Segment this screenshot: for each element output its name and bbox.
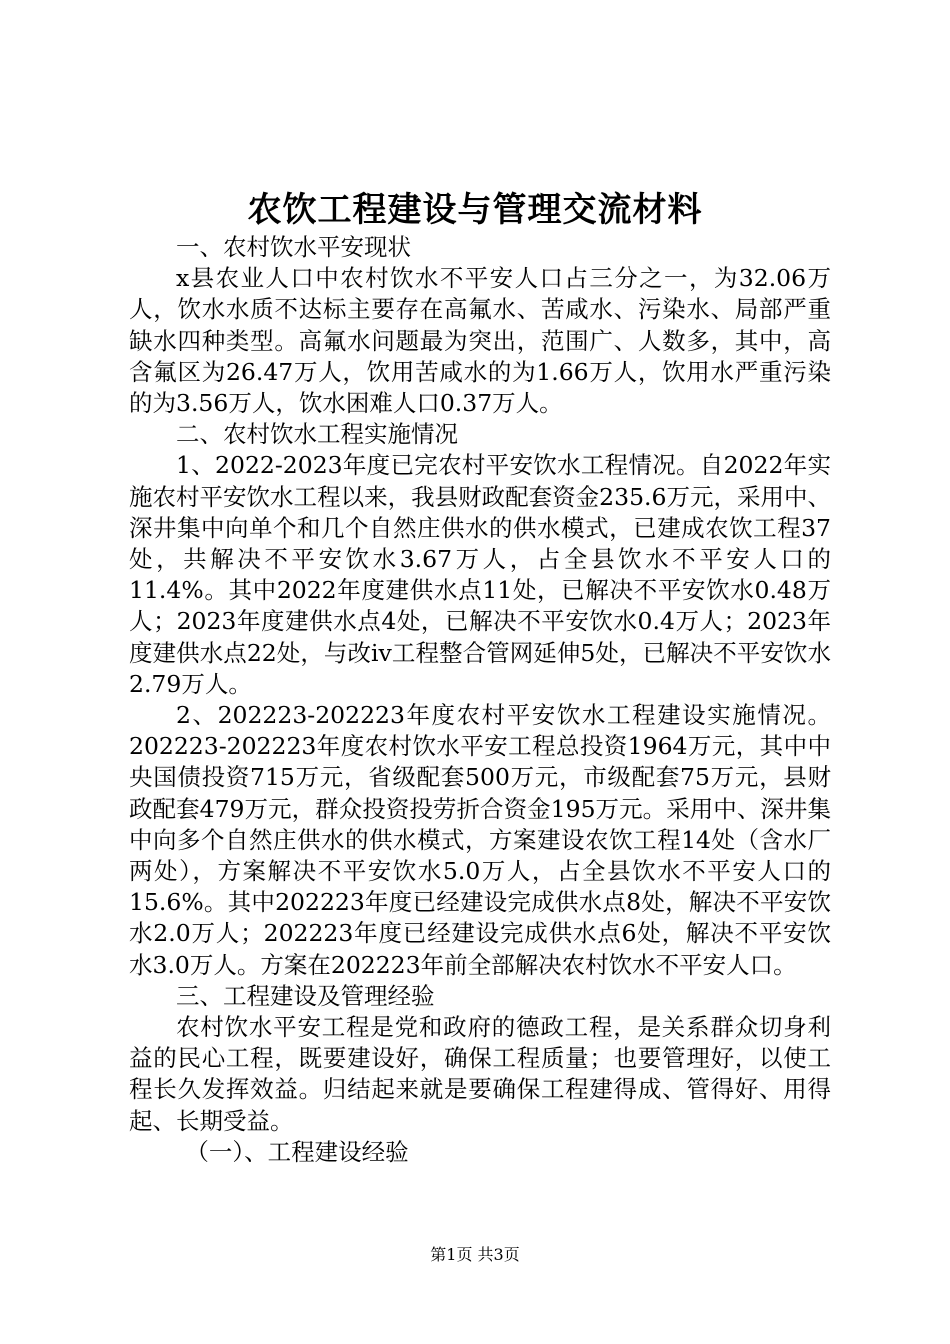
page-number-footer: 第1页 共3页 [430,1245,520,1264]
subsection-heading: （一）、工程建设经验 [185,1137,409,1166]
body-paragraph: 1、2022-2023年度已完农村平安饮水工程情况。自2022年实施农村平安饮水工程以来，我县财政配套资金235.6万元，采用中、深井集中向单个和几个自然庄供水的供水模式，已建成农饮工程37处，共解决不平安饮水3.67万人，占全县饮水不平安人口的11.4%。其中2022年度建供水点11处，已解决不平安饮水0.48万人；2023年度建供水点4处，已解决不平安饮水0.4万人；2023年度建供水点22处，与改iv工程整合管网延伸5处，已解决不平安饮水2.79万人。 [129,451,831,698]
section-heading: 三、工程建设及管理经验 [176,981,435,1010]
section-heading: 一、农村饮水平安现状 [176,233,411,261]
section-heading: 二、农村饮水工程实施情况 [176,420,458,449]
document-body [129,232,831,1168]
body-paragraph: x县农业人口中农村饮水不平安人口占三分之一，为32.06万人，饮水水质不达标主要存在高氟水、苦咸水、污染水、局部严重缺水四种类型。高氟水问题最为突出，范围广、人数多，其中，高含氟区为26.47万人，饮用苦咸水的为1.66万人，饮用水严重污染的为3.56万人，饮水困难人口0.37万人。 [129,264,831,418]
document-title: 农饮工程建设与管理交流材料 [247,190,703,230]
body-paragraph: 农村饮水平安工程是党和政府的德政工程，是关系群众切身利益的民心工程，既要建设好，确保工程质量；也要管理好，以使工程长久发挥效益。归结起来就是要确保工程建得成、管得好、用得起、长期受益。 [129,1013,831,1135]
body-paragraph: 2、202223-202223年度农村平安饮水工程建设实施情况。202223-202223年度农村饮水平安工程总投资1964万元，其中中央国债投资715万元，省级配套500万元，市级配套75万元，县财政配套479万元，群众投资投劳折合资金195万元。采用中、深井集中向多个自然庄供水的供水模式，方案建设农饮工程14处（含水厂两处），方案解决不平安饮水5.0万人，占全县饮水不平安人口的15.6%。其中202223年度已经建设完成供水点8处，解决不平安饮水2.0万人；202223年度已经建设完成供水点6处，解决不平安饮水3.0万人。方案在202223年前全部解决农村饮水不平安人口。 [129,701,831,979]
